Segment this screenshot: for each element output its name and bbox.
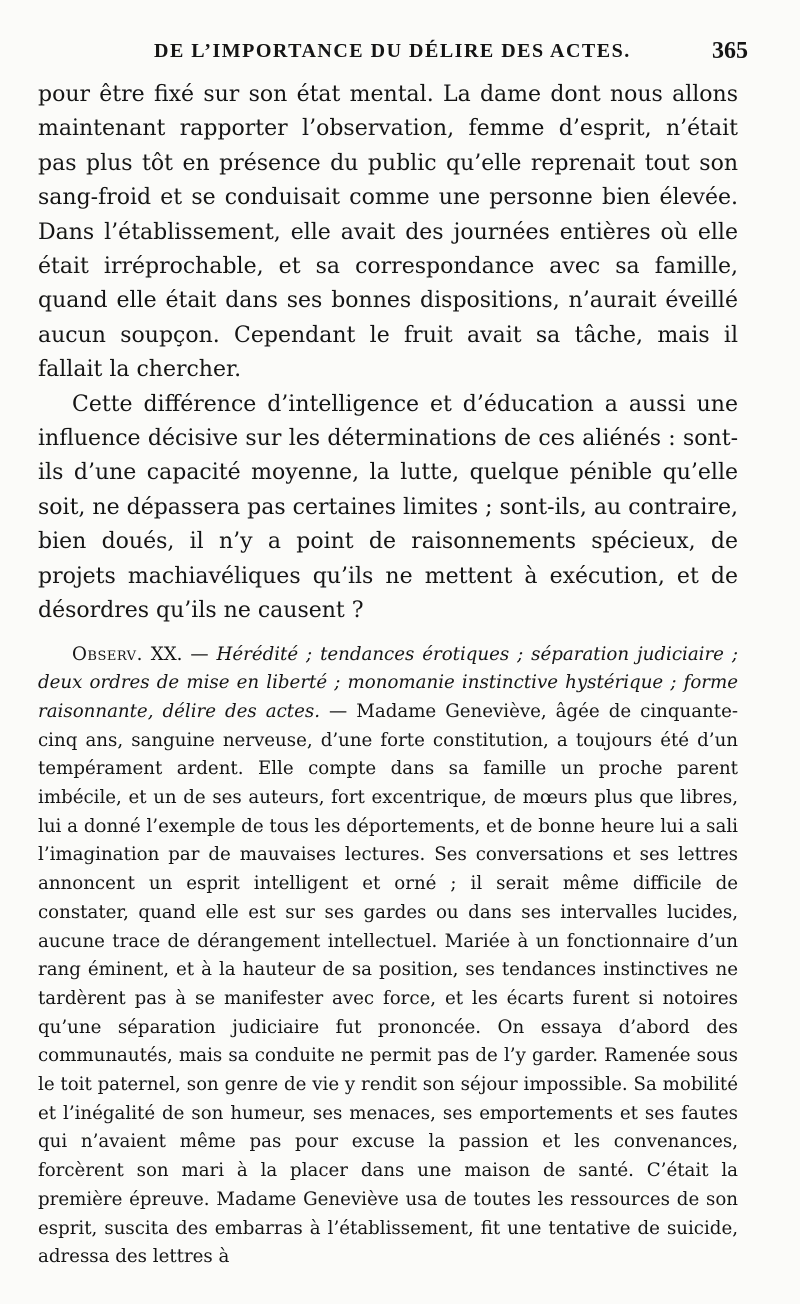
observation-title: Hérédité ; tendances érotiques ; séparation judiciaire ; deux ordres de mise en liberté ; monomanie instinctive hystérique ; forme raisonnante, délire des actes. — [38, 643, 738, 722]
paragraph-intelligence: Cette différence d’intelligence et d’éducation a aussi une influence décisive sur les déterminations de ces aliénés : sont-ils d’une capacité moyenne, la lutte, quelque pénible qu’elle soit, ne dépassera pas certaines limites ; sont-ils, au contraire, bien doués, il n’y a point de raisonnements spécieux, de projets machiavéliques qu’ils ne mettent à exécution, et de désordres qu’ils ne causent ? — [38, 391, 738, 624]
running-head — [38, 30, 748, 72]
observation-paragraph — [38, 641, 738, 1272]
observation-text: — Madame Geneviève, âgée de cinquante-cinq ans, sanguine nerveuse, d’une forte constitution, a toujours été d’un tempérament ardent. Elle compte dans sa famille un proche parent imbécile, et un de ses auteurs, fort excentrique, de mœurs plus que libres, lui a donné l’exemple de tous les déportements, et de bonne heure lui a sali l’imagination par de mauvaises lectures. Ses conversations et ses lettres annoncent un esprit intelligent et orné ; il serait même difficile de constater, quand elle est sur ses gardes ou dans ses intervalles lucides, aucune trace de dérangement intellectuel. Mariée à un fonctionnaire d’un rang éminent, et à la hauteur de sa position, ses tendances instinctives ne tardèrent pas à se manifester avec force, et les écarts furent si notoires qu’une séparation judiciaire fut prononcée. On essaya d’abord des communautés, mais sa conduite ne permit pas de l’y garder. Ramenée sous le toit paternel, son genre de vie y rendit son séjour impossible. Sa mobilité et l’inégalité de son humeur, ses menaces, ses emportements et ses fautes qui n’avaient même pas pour excuse la passion et les convenances, forcèrent son mari à la placer dans une maison de santé. C’était la première épreuve. Madame Geneviève usa de toutes les ressources de son esprit, suscita des embarras à l’établissement, fit une tentative de suicide, adressa des lettres à — [38, 700, 738, 1268]
paragraph-continuation: pour être fixé sur son état mental. La dame dont nous allons maintenant rapporter l’observation, femme d’esprit, n’était pas plus tôt en présence du public qu’elle reprenait tout son sang-froid et se conduisait comme une personne bien élevée. Dans l’établissement, elle avait des journées entières où elle était irréprochable, et sa correspondance avec sa famille, quand elle était dans ses bonnes dispositions, n’aurait éveillé aucun soupçon. Cependant le fruit avait sa tâche, mais il fallait la chercher. — [38, 82, 738, 383]
running-title: DE L’IMPORTANCE DU DÉLIRE DES ACTES. — [154, 40, 631, 62]
observation-xx — [38, 641, 738, 1272]
observation-label: Observ. — [72, 643, 143, 665]
observation-number: XX. — [150, 643, 183, 665]
observation-dash: — — [190, 643, 209, 665]
page-number: 365 — [712, 38, 748, 64]
main-text — [38, 78, 738, 629]
